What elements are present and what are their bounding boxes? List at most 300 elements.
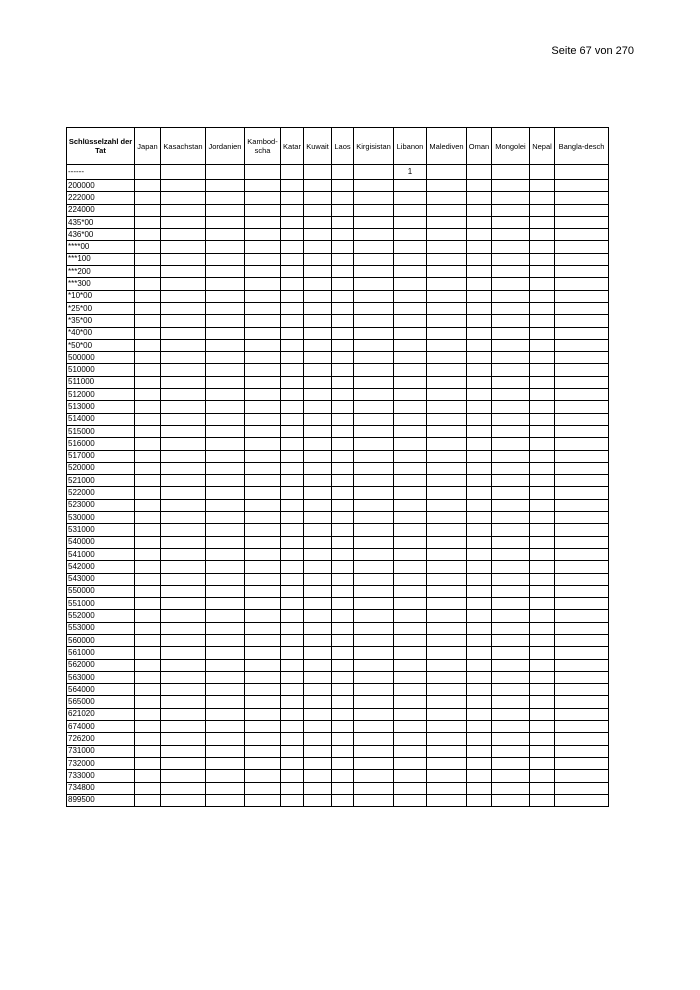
value-cell <box>354 290 394 302</box>
value-cell <box>304 745 332 757</box>
value-cell <box>354 733 394 745</box>
value-cell <box>555 671 609 683</box>
value-cell <box>281 647 304 659</box>
value-cell <box>245 622 281 634</box>
value-cell <box>332 327 354 339</box>
value-cell <box>281 216 304 228</box>
value-cell <box>467 610 492 622</box>
value-cell <box>427 339 467 351</box>
value-cell <box>332 548 354 560</box>
value-cell <box>427 536 467 548</box>
value-cell <box>394 610 427 622</box>
value-cell <box>354 204 394 216</box>
value-cell <box>394 315 427 327</box>
value-cell <box>467 782 492 794</box>
value-cell <box>394 536 427 548</box>
value-cell <box>245 339 281 351</box>
value-cell <box>555 634 609 646</box>
value-cell <box>354 450 394 462</box>
value-cell <box>135 548 161 560</box>
value-cell <box>281 364 304 376</box>
value-cell <box>281 302 304 314</box>
value-cell <box>530 782 555 794</box>
value-cell <box>555 610 609 622</box>
value-cell <box>530 585 555 597</box>
value-cell <box>161 241 206 253</box>
table-row <box>67 598 609 610</box>
value-cell <box>555 438 609 450</box>
value-cell <box>206 696 245 708</box>
value-cell <box>281 512 304 524</box>
table-row <box>67 733 609 745</box>
table-row <box>67 647 609 659</box>
value-cell <box>161 499 206 511</box>
value-cell <box>555 794 609 806</box>
value-cell <box>427 622 467 634</box>
value-cell <box>161 770 206 782</box>
value-cell <box>281 733 304 745</box>
value-cell <box>245 708 281 720</box>
value-cell <box>161 585 206 597</box>
value-cell <box>245 647 281 659</box>
value-cell <box>206 165 245 180</box>
value-cell <box>427 770 467 782</box>
value-cell <box>354 165 394 180</box>
value-cell <box>206 204 245 216</box>
offence-key-cell: 517000 <box>67 450 135 462</box>
value-cell <box>281 524 304 536</box>
value-cell <box>245 266 281 278</box>
value-cell <box>555 339 609 351</box>
offence-key-cell: 510000 <box>67 364 135 376</box>
value-cell <box>394 684 427 696</box>
value-cell <box>467 573 492 585</box>
value-cell <box>135 757 161 769</box>
value-cell <box>161 573 206 585</box>
value-cell <box>354 302 394 314</box>
value-cell <box>161 315 206 327</box>
table-row <box>67 585 609 597</box>
table-row <box>67 364 609 376</box>
table-row <box>67 659 609 671</box>
value-cell <box>492 512 530 524</box>
value-cell <box>206 499 245 511</box>
value-cell <box>206 757 245 769</box>
value-cell <box>354 782 394 794</box>
value-cell <box>332 241 354 253</box>
value-cell <box>281 229 304 241</box>
value-cell <box>304 499 332 511</box>
value-cell <box>135 401 161 413</box>
offence-key-cell: 516000 <box>67 438 135 450</box>
value-cell <box>135 745 161 757</box>
table-row <box>67 499 609 511</box>
value-cell <box>354 278 394 290</box>
value-cell <box>492 757 530 769</box>
value-cell <box>161 475 206 487</box>
value-cell <box>245 315 281 327</box>
value-cell <box>467 266 492 278</box>
value-cell <box>530 733 555 745</box>
offence-key-cell: 674000 <box>67 721 135 733</box>
value-cell <box>304 266 332 278</box>
value-cell <box>427 782 467 794</box>
value-cell <box>492 425 530 437</box>
table-row <box>67 721 609 733</box>
value-cell <box>135 610 161 622</box>
offence-key-cell: 552000 <box>67 610 135 622</box>
value-cell <box>206 647 245 659</box>
value-cell <box>206 548 245 560</box>
value-cell <box>304 733 332 745</box>
value-cell <box>161 512 206 524</box>
table-header-row <box>67 128 609 165</box>
value-cell <box>555 536 609 548</box>
value-cell <box>492 684 530 696</box>
value-cell <box>245 450 281 462</box>
value-cell <box>304 548 332 560</box>
table-row <box>67 696 609 708</box>
value-cell <box>354 671 394 683</box>
value-cell <box>530 794 555 806</box>
value-cell <box>332 647 354 659</box>
table-row <box>67 266 609 278</box>
value-cell <box>304 475 332 487</box>
value-cell <box>492 794 530 806</box>
value-cell <box>354 216 394 228</box>
value-cell <box>394 278 427 290</box>
offence-key-cell: 541000 <box>67 548 135 560</box>
value-cell <box>394 757 427 769</box>
value-cell <box>354 192 394 204</box>
value-cell <box>530 622 555 634</box>
value-cell <box>394 696 427 708</box>
value-cell <box>304 253 332 265</box>
offence-key-cell: 564000 <box>67 684 135 696</box>
value-cell <box>427 438 467 450</box>
value-cell <box>354 524 394 536</box>
offence-key-cell: 222000 <box>67 192 135 204</box>
column-header: Nepal <box>530 128 555 165</box>
table-row <box>67 573 609 585</box>
value-cell <box>135 315 161 327</box>
value-cell <box>354 745 394 757</box>
value-cell <box>281 401 304 413</box>
value-cell <box>394 561 427 573</box>
value-cell <box>492 634 530 646</box>
table-row <box>67 192 609 204</box>
value-cell <box>492 165 530 180</box>
value-cell <box>354 708 394 720</box>
value-cell <box>332 524 354 536</box>
value-cell <box>304 180 332 192</box>
value-cell <box>245 376 281 388</box>
value-cell <box>161 376 206 388</box>
value-cell <box>281 339 304 351</box>
table-row <box>67 413 609 425</box>
value-cell <box>530 425 555 437</box>
value-cell <box>354 475 394 487</box>
value-cell <box>394 352 427 364</box>
value-cell <box>206 425 245 437</box>
value-cell <box>206 389 245 401</box>
column-header: Laos <box>332 128 354 165</box>
offence-key-cell: 435*00 <box>67 216 135 228</box>
value-cell <box>161 450 206 462</box>
offence-key-cell: 515000 <box>67 425 135 437</box>
value-cell <box>530 487 555 499</box>
value-cell <box>161 180 206 192</box>
value-cell <box>304 216 332 228</box>
value-cell <box>245 241 281 253</box>
value-cell <box>394 364 427 376</box>
value-cell <box>206 659 245 671</box>
value-cell <box>530 598 555 610</box>
value-cell <box>427 524 467 536</box>
value-cell <box>354 598 394 610</box>
value-cell <box>427 290 467 302</box>
value-cell <box>492 389 530 401</box>
value-cell <box>394 770 427 782</box>
value-cell <box>555 413 609 425</box>
table-row <box>67 315 609 327</box>
value-cell <box>332 290 354 302</box>
offence-key-cell: ***300 <box>67 278 135 290</box>
value-cell <box>161 647 206 659</box>
value-cell <box>245 561 281 573</box>
value-cell <box>492 487 530 499</box>
key-column-header: Schlüsselzahl der Tat <box>67 128 135 165</box>
offence-key-cell: 553000 <box>67 622 135 634</box>
table-row <box>67 165 609 180</box>
value-cell <box>427 450 467 462</box>
table-row <box>67 352 609 364</box>
value-cell <box>354 487 394 499</box>
value-cell <box>206 770 245 782</box>
value-cell <box>281 684 304 696</box>
value-cell <box>332 364 354 376</box>
value-cell <box>427 745 467 757</box>
value-cell <box>467 290 492 302</box>
table-row <box>67 302 609 314</box>
value-cell <box>245 180 281 192</box>
table-row <box>67 475 609 487</box>
value-cell <box>555 548 609 560</box>
value-cell <box>394 671 427 683</box>
value-cell <box>555 733 609 745</box>
value-cell <box>245 462 281 474</box>
offence-key-cell: 530000 <box>67 512 135 524</box>
value-cell <box>304 721 332 733</box>
value-cell <box>281 782 304 794</box>
value-cell <box>304 598 332 610</box>
value-cell <box>245 524 281 536</box>
value-cell <box>206 524 245 536</box>
value-cell <box>555 647 609 659</box>
value-cell <box>467 770 492 782</box>
value-cell <box>492 204 530 216</box>
value-cell <box>555 241 609 253</box>
value-cell <box>427 401 467 413</box>
value-cell <box>394 425 427 437</box>
value-cell <box>161 462 206 474</box>
value-cell <box>555 266 609 278</box>
value-cell <box>427 598 467 610</box>
value-cell <box>161 487 206 499</box>
value-cell <box>354 315 394 327</box>
value-cell <box>467 315 492 327</box>
value-cell <box>135 561 161 573</box>
value-cell <box>281 450 304 462</box>
value-cell <box>492 438 530 450</box>
value-cell <box>354 376 394 388</box>
value-cell <box>206 684 245 696</box>
value-cell <box>281 671 304 683</box>
value-cell <box>332 487 354 499</box>
value-cell <box>332 438 354 450</box>
value-cell <box>332 622 354 634</box>
value-cell <box>530 671 555 683</box>
value-cell <box>530 561 555 573</box>
value-cell <box>206 229 245 241</box>
value-cell <box>467 659 492 671</box>
value-cell <box>332 573 354 585</box>
value-cell <box>206 671 245 683</box>
value-cell <box>427 671 467 683</box>
value-cell <box>427 216 467 228</box>
offence-key-cell: 899500 <box>67 794 135 806</box>
value-cell <box>394 462 427 474</box>
value-cell <box>467 253 492 265</box>
value-cell <box>530 339 555 351</box>
value-cell <box>332 598 354 610</box>
value-cell <box>530 757 555 769</box>
value-cell <box>245 413 281 425</box>
value-cell <box>467 475 492 487</box>
value-cell <box>281 721 304 733</box>
value-cell <box>281 610 304 622</box>
value-cell <box>161 413 206 425</box>
value-cell <box>394 622 427 634</box>
value-cell <box>332 253 354 265</box>
value-cell <box>135 278 161 290</box>
value-cell <box>492 770 530 782</box>
value-cell <box>530 180 555 192</box>
value-cell <box>427 659 467 671</box>
value-cell <box>530 253 555 265</box>
table-row <box>67 290 609 302</box>
offence-key-cell: 563000 <box>67 671 135 683</box>
value-cell <box>332 659 354 671</box>
value-cell <box>332 794 354 806</box>
value-cell <box>530 475 555 487</box>
value-cell <box>206 561 245 573</box>
value-cell <box>492 376 530 388</box>
value-cell <box>354 229 394 241</box>
value-cell <box>135 302 161 314</box>
value-cell <box>555 165 609 180</box>
value-cell <box>555 524 609 536</box>
value-cell <box>492 585 530 597</box>
value-cell <box>492 671 530 683</box>
value-cell <box>332 696 354 708</box>
offence-key-cell: *25*00 <box>67 302 135 314</box>
value-cell <box>530 536 555 548</box>
value-cell <box>467 671 492 683</box>
value-cell <box>135 585 161 597</box>
value-cell <box>354 499 394 511</box>
value-cell <box>304 302 332 314</box>
value-cell <box>530 204 555 216</box>
value-cell <box>135 696 161 708</box>
value-cell <box>492 573 530 585</box>
value-cell <box>245 165 281 180</box>
offence-key-cell: 540000 <box>67 536 135 548</box>
value-cell <box>245 684 281 696</box>
value-cell <box>332 745 354 757</box>
value-cell <box>332 536 354 548</box>
value-cell <box>206 475 245 487</box>
value-cell <box>492 708 530 720</box>
value-cell <box>161 364 206 376</box>
column-header: Kuwait <box>304 128 332 165</box>
value-cell <box>332 216 354 228</box>
value-cell <box>161 757 206 769</box>
value-cell <box>135 216 161 228</box>
value-cell <box>161 671 206 683</box>
value-cell <box>332 278 354 290</box>
value-cell <box>467 389 492 401</box>
value-cell <box>354 757 394 769</box>
value-cell <box>304 647 332 659</box>
table-row <box>67 204 609 216</box>
value-cell <box>206 192 245 204</box>
table-row <box>67 487 609 499</box>
value-cell <box>492 278 530 290</box>
value-cell <box>206 376 245 388</box>
value-cell <box>281 241 304 253</box>
value-cell <box>394 180 427 192</box>
value-cell <box>281 573 304 585</box>
value-cell <box>394 229 427 241</box>
table-row <box>67 770 609 782</box>
value-cell <box>135 413 161 425</box>
value-cell <box>555 450 609 462</box>
table-row <box>67 610 609 622</box>
value-cell <box>161 401 206 413</box>
value-cell <box>427 327 467 339</box>
value-cell <box>135 733 161 745</box>
value-cell <box>467 696 492 708</box>
value-cell <box>354 413 394 425</box>
value-cell <box>281 290 304 302</box>
value-cell <box>281 585 304 597</box>
value-cell <box>206 339 245 351</box>
value-cell <box>427 266 467 278</box>
table-row <box>67 339 609 351</box>
value-cell <box>206 327 245 339</box>
value-cell <box>492 659 530 671</box>
value-cell <box>332 708 354 720</box>
value-cell <box>161 266 206 278</box>
value-cell <box>304 192 332 204</box>
offence-key-cell: *10*00 <box>67 290 135 302</box>
value-cell <box>467 757 492 769</box>
value-cell <box>245 352 281 364</box>
value-cell <box>304 229 332 241</box>
value-cell <box>245 585 281 597</box>
value-cell <box>394 401 427 413</box>
